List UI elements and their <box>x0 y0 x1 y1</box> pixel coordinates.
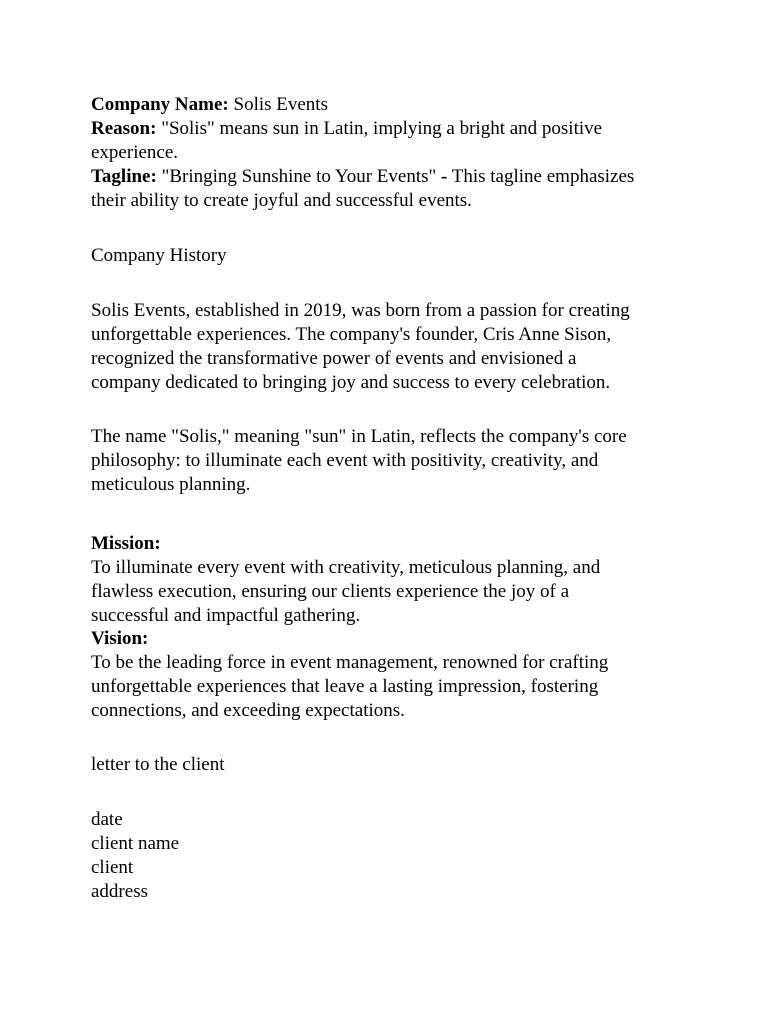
tagline-value: "Bringing Sunshine to Your Events" <box>156 166 442 187</box>
tagline-line-2: their ability to create joyful and successful events. <box>91 190 472 211</box>
company-name-line <box>91 93 328 117</box>
vision-line: connections, and exceeding expectations. <box>91 700 405 721</box>
reason-value: "Solis" means sun in Latin, implying a bright and positive <box>156 118 603 139</box>
reason-line-2: experience. <box>91 142 179 163</box>
company-name-label: Company Name: <box>91 94 229 115</box>
history-p2-line: meticulous planning. <box>91 474 251 495</box>
history-p2-line: philosophy: to illuminate each event with positivity, creativity, and <box>91 450 599 471</box>
vision-line: unforgettable experiences that leave a lasting impression, fostering <box>91 676 599 697</box>
mission-line: successful and impactful gathering. <box>91 605 361 626</box>
tagline-line <box>91 165 634 189</box>
letter-heading: letter to the client <box>91 754 225 775</box>
vision-line: To be the leading force in event management, renowned for crafting <box>91 652 609 673</box>
tagline-label: Tagline: <box>91 166 157 187</box>
reason-line <box>91 117 602 141</box>
history-p2-line: The name "Solis," meaning "sun" in Latin, reflects the company's core <box>91 426 627 447</box>
letter-client: client <box>91 857 134 878</box>
history-heading: Company History <box>91 245 227 266</box>
mission-label: Mission: <box>91 533 161 554</box>
history-p1-line: company dedicated to bringing joy and success to every celebration. <box>91 372 611 393</box>
history-p1-line: Solis Events, established in 2019, was born from a passion for creating <box>91 300 630 321</box>
history-p1-line: unforgettable experiences. The company's founder, Cris Anne Sison, <box>91 324 612 345</box>
letter-date: date <box>91 809 123 830</box>
vision-label: Vision: <box>91 628 149 649</box>
tagline-note: This tagline emphasizes <box>447 166 635 187</box>
history-p1-line: recognized the transformative power of events and envisioned a <box>91 348 577 369</box>
tagline-dash: - <box>441 166 448 187</box>
letter-address: address <box>91 881 148 902</box>
reason-label: Reason: <box>91 118 157 139</box>
letter-client-name: client name <box>91 833 180 854</box>
company-name-value: Solis Events <box>228 94 328 115</box>
mission-line: flawless execution, ensuring our clients experience the joy of a <box>91 581 569 602</box>
mission-line: To illuminate every event with creativity, meticulous planning, and <box>91 557 601 578</box>
